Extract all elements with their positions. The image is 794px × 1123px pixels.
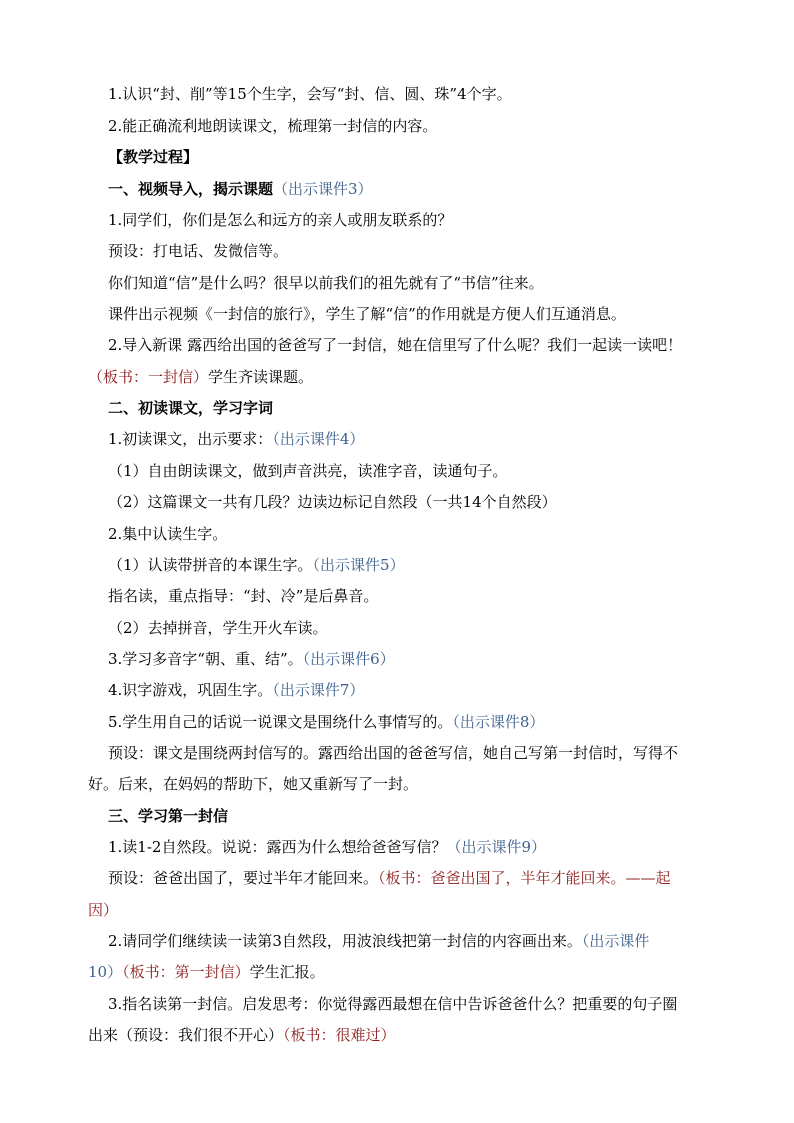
text-run: 学生汇报。 [249,963,325,981]
text-run: （2）这篇课文一共有几段？边读边标记自然段（一共14个自然段） [108,493,557,511]
text-line [108,586,378,606]
text-line [108,429,364,449]
text-run: （出示课件7） [272,681,365,699]
text-run: （出示课件6） [302,650,395,668]
text-run: 3.学习多音字“朝、重、结”。 [108,650,303,668]
text-run: （板书：很难过） [283,1026,396,1044]
text-run: （1）认读带拼音的本课生字。 [108,556,313,574]
text-line [108,743,678,763]
text-run: （出示课件8） [452,713,545,731]
text-run: 5.学生用自己的话说一说课文是围绕什么事情写的。 [108,713,453,731]
text-line [108,994,677,1014]
text-line [108,147,198,167]
text-run: 预设：爸爸出国了，要过半年才能回来。 [108,869,379,887]
text-line [108,806,228,826]
text-run: 你们知道“信”是什么吗？很早以前我们的祖先就有了“书信”往来。 [108,274,544,292]
text-line [108,335,682,355]
text-line [108,116,437,136]
text-run: 【教学过程】 [108,148,199,166]
text-run: 1.初读课文，出示要求： [108,430,273,448]
text-run: （出示课件4） [272,430,365,448]
text-line [108,273,544,293]
text-line [108,241,288,261]
text-line [108,304,626,324]
text-run: （出示课件 [581,932,650,950]
text-run: 4.识字游戏，巩固生字。 [108,681,273,699]
text-line [88,774,418,794]
text-run: 好。后来，在妈妈的帮助下，她又重新写了一封。 [88,775,419,793]
text-run: 指名读，重点指导：“封、冷”是后鼻音。 [108,587,379,605]
text-line [108,492,557,512]
text-run: 3.指名读第一封信。启发思考：你觉得露西最想在信中告诉爸爸什么？把重要的句子圈 [108,995,678,1013]
text-run: 1.同学们，你们是怎么和远方的亲人或朋友联系的？ [108,211,453,229]
text-run: （2）去掉拼音，学生开火车读。 [108,619,328,637]
text-line [108,398,273,418]
text-line [108,555,405,575]
text-run: 三、学习第一封信 [108,807,229,825]
text-run: 课件出示视频《一封信的旅行》，学生了解“信”的作用就是方便人们互通消息。 [108,305,626,323]
text-run: （出示课件9） [446,838,547,856]
text-line [88,1025,396,1045]
text-line [108,524,227,544]
text-line [108,84,512,104]
text-line [88,900,118,920]
text-line [108,461,508,481]
text-line [108,649,395,669]
text-line [88,367,313,387]
text-run: 预设：课文是围绕两封信写的。露西给出国的爸爸写信，她自己写第一封信时，写得不 [108,744,679,762]
text-run: 二、初读课文，学习字词 [108,399,274,417]
text-run: 预设：打电话、发微信等。 [108,242,289,260]
text-line [108,618,328,638]
text-run: 一、视频导入，揭示课题 [108,180,274,198]
text-run: （1）自由朗读课文，做到声音洪亮，读准字音，读通句子。 [108,462,508,480]
text-run: 2.集中认读生字。 [108,525,228,543]
text-run: 2.请同学们继续读一读第3自然段，用波浪线把第一封信的内容画出来。 [108,932,582,950]
text-line [108,712,544,732]
text-line [108,837,546,857]
text-run: （出示课件3） [273,180,373,198]
text-run: 1.认识“封、削”等15个生字，会写“封、信、圆、珠”4个字。 [108,85,512,103]
text-run: 学生齐读课题。 [208,368,314,386]
text-run: 2.导入新课 露西给出国的爸爸写了一封信，她在信里写了什么呢？我们一起读一读吧！ [108,336,683,354]
text-run: （板书：第一封信） [122,963,250,981]
text-run: （板书：一封信） [88,368,209,386]
text-run: 2.能正确流利地朗读课文，梳理第一封信的内容。 [108,117,438,135]
text-run: 因） [88,901,119,919]
text-run: 1.读1-2自然段。说说：露西为什么想给爸爸写信？ [108,838,447,856]
text-line [108,179,373,199]
text-run: 出来（预设：我们很不开心） [88,1026,284,1044]
text-run: （出示课件5） [312,556,405,574]
text-line [108,210,452,230]
text-line [108,680,364,700]
text-run: （板书：爸爸出国了，半年才能回来。——起 [378,869,671,887]
text-line [108,931,649,951]
text-run: 10） [88,963,123,981]
text-line [108,868,671,888]
text-line [88,962,325,982]
